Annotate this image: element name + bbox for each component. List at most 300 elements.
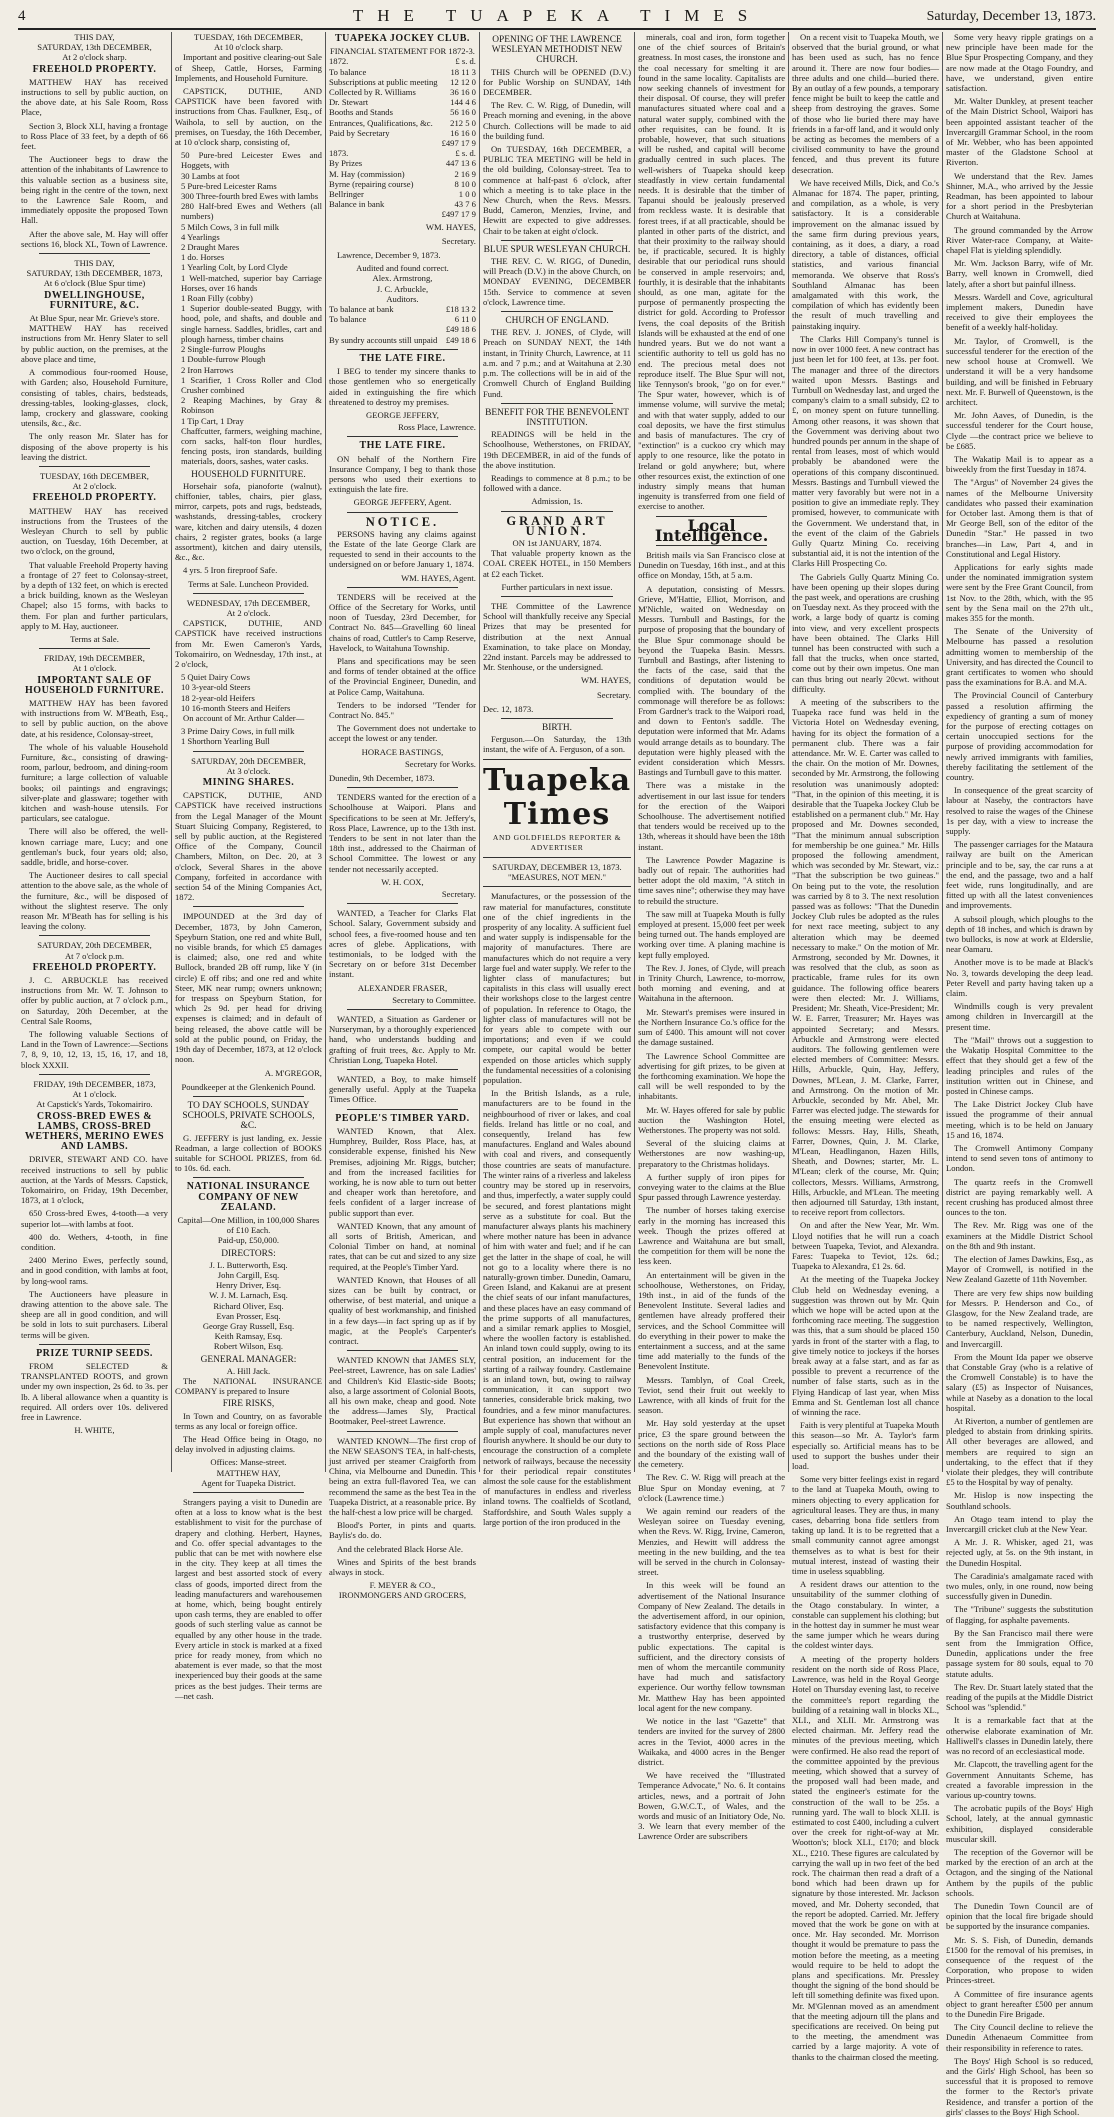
ad-heading: THE LATE FIRE.: [359, 352, 446, 364]
news-item: The Rev. C. W. Rigg will preach at the Blue Spur on Monday evening, at 7 o'clock (Lawrence time.): [638, 1472, 786, 1503]
page-number: 4: [18, 8, 26, 24]
list-item: 2 Iron Harrows: [180, 364, 234, 375]
news-item: Mr. Walter Dunkley, at present teacher of the Main District School, Waipori has been appointed assistant teacher of the Invercargill Grammar School, in the room of Mr. Webber, who has been appointed master of the Gladstone School at Riverton.: [946, 96, 1094, 168]
issue-date: Saturday, December 13, 1873.: [926, 9, 1096, 24]
news-item: A Mr. J. R. Whisker, aged 21, was rejected ugly, at 5s. on the 9th instant, in the Dunedin Hospital.: [946, 1537, 1094, 1568]
ad-text: Admission, 1s.: [531, 496, 583, 507]
news-item: A Committee of fire insurance agents object to grant hereafter £500 per annum to the Dunedin Fire Brigade.: [946, 1988, 1094, 2019]
ad-text: Horsehair sofa, pianoforte (walnut), chiffonier, tables, chairs, pier glass, mirror, carpets, pots and rugs, bedsteads, washstands, dressing-tables, crockery ware, kitchen and dairy utensils, 4 dozen chairs, 2 register grates, books (a large assortment), kitchen and dairy utensils, &c., &c.: [174, 480, 322, 563]
divider: [347, 1069, 458, 1070]
news-item: The Lawrence School Committee are advertising for gift prizes, to be given at the forthcoming examination. We hope the call will be well responded to by the inhabitants.: [638, 1050, 786, 1102]
account-row: To balance 18 11 3: [328, 66, 476, 77]
divider: [193, 906, 304, 907]
news-item: The City Council decline to relieve the Dunedin Athenaeum Committee from their responsibility in reference to rates.: [946, 2022, 1094, 2053]
ad-time: At 2 o'clock.: [72, 481, 117, 492]
news-item: There are very few ships now building for Messrs. P. Henderson and Co., of Glasgow, for the New Zealand trade, are to be named respectively, Wellington, Canterbury, Auckland, Nelson, Dunedin, and Invercargill.: [946, 1287, 1094, 1349]
ad-text: I BEG to tender my sincere thanks to those gentlemen who so energetically aided in extinguishing the fire which threatened to destroy my premises.: [328, 366, 476, 407]
ad-heading: DWELLINGHOUSE, FURNITURE, &C.: [44, 289, 145, 311]
ad-heading: FREEHOLD PROPERTY.: [32, 63, 157, 75]
divider: [193, 593, 304, 594]
ad-text: The following valuable Sections of Land in the Town of Lawrence:—Sections 7, 8, 9, 10, 12, 13, 15, 16, 17, and 18, block XXXII.: [21, 1029, 168, 1070]
news-item: At Riverton, a number of gentlemen are pledged to abstain from drinking spirits. All other beverages are allowed, and members are required to sign an undertaking, to the effect that if they violate their pledges, they will contribute £5 to the Hospital by way of penalty.: [946, 1416, 1094, 1488]
divider: [347, 1431, 458, 1432]
ad-heading: FREEHOLD PROPERTY.: [32, 492, 157, 504]
ad-text: Further particulars in next issue.: [501, 581, 613, 592]
news-item: The "Mail" throws out a suggestion to the Wakatip Hospital Committee to the effect that they should get a few of the leading principles and rules of the institution written out in Chinese, and posted in Chinese camps.: [946, 1034, 1094, 1096]
list-item: 1 Well-matched, superior bay Carriage Horses, over 16 hands: [180, 272, 322, 293]
ad-text: Lawrence, December 9, 1873.: [336, 250, 441, 261]
ad-heading: FREEHOLD PROPERTY.: [32, 961, 157, 973]
news-item: A meeting of the subscribers to the Tuapeka race fund was held in the Victoria Hotel on Wednesday evening, having for its object the formation of a permanent club. There was a fair attendance. Mr. W. E. Carter was called to the chair. On the motion of Mr. Downes, seconded by Mr. Armstrong, the following resolution was unanimously adopted: "That, in the opinion of this meeting, it is desirable that the Tuapeka Jockey Club be established on a permanent club." Mr. Hay proposed and Mr. Downes seconded, "That the minimum annual subscription for membership be one guinea." Mr. Hills proposed the following amendment, which was seconded by Mr. Stewart, viz.: "That the subscription be two guineas." On being put to the vote, the resolution was carried by 8 to 3. The next resolution passed was as follows: "That the Dunedin Jockey Club rules be adopted as the rules for next race meeting, subject to any alteration which may be deemed necessary to make." On the motion of Mr. Armstrong, seconded by Mr. Downes, it was resolved that the club, as soon as practicable, frame rules for its own guidance. The following office bearers were then elected: Mr. J. Williams, President; Mr. Sheath, Vice-President; Mr. W. E. Farrer, Treasurer; Mr. Hayes was appointed Secretary; and Messrs. Arbuckle and Armstrong were elected auditors. The following gentlemen were elected members of Committee: Messrs. Hills, Arbuckle, Quin, Hay, Jeffery, Downes, M'Lean, J. M. Clarke, Farrer, and Armstrong. On the motion of Mr. Arbuckle, seconded by Mr. Abel, Mr. Farrer was elected judge. The stewards for the ensuing meeting were elected as follows: Messrs. Hay, Hills, Sheath, Farrer, Downes, Quin, J. M. Clarke, M'Lean, Headlinganon, Hazen Hills, Sheath, and Downes; starter, Mr. L. M'Lean; clerk of the course, Mr. Quin; collectors, Messrs. Williams, Armstrong, Hills, Arbuckle, and M'Lean. The meeting then adjourned till Saturday, 13th instant, to receive report from collectors.: [792, 697, 940, 1218]
ad-text: A commodious four-roomed House, with Garden; also, Household Furniture, consisting of tables, chairs, bedsteads, dressing-tables, looking-glasses, clock, lamp, crockery and glassware, cooking utensils, &c., &c.: [21, 367, 168, 429]
ad-heading: CROSS-BRED EWES & LAMBS, CROSS-BRED WETHERS, MERINO EWES AND LAMBS.: [24, 1110, 165, 1153]
director-name: Keith Ramsay, Esq.: [214, 1331, 283, 1342]
news-item: Mr. S. S. Fish, of Dunedin, demands £1500 for the removal of his premises, in consequence of the request of the Corporation, who propose to widen Princes-street.: [946, 1934, 1094, 1986]
columns: [18, 32, 1096, 2117]
ad-subheading: DIRECTORS:: [221, 1248, 276, 1259]
news-item: The "Tribune" suggests the substitution of flagging, for asphalte pavements.: [946, 1604, 1094, 1625]
list-item: 5 Quiet Dairy Cows: [180, 672, 250, 683]
news-item: The Rev. Mr. Rigg was one of the examiners at the Middle District School on the 8th and 9th instant.: [946, 1220, 1094, 1251]
account-total: £497 17 9: [441, 138, 476, 149]
editorial-date: SATURDAY, DECEMBER 13, 1873.: [492, 862, 622, 872]
news-item: The quartz reefs in the Cromwell district are paying remarkably well. A recent crushing has produced almost three ounces to the ton.: [946, 1176, 1094, 1218]
ad-date: Dec. 12, 1873.: [482, 703, 534, 714]
ad-heading: MINING SHARES.: [202, 777, 295, 789]
ad-date: SATURDAY, 13th DECEMBER,: [37, 42, 152, 53]
account-row: Entrances, Qualifications, &c. 212 5 0: [328, 117, 476, 128]
ad-heading: NOTICE.: [365, 514, 440, 529]
list-item: 1 Roan Filly (cobby): [180, 293, 253, 304]
ad-signature-title: Secretary.: [597, 689, 632, 700]
list-item: 30 Lambs at foot: [180, 170, 240, 181]
divider: [501, 240, 613, 241]
list-item: 1 Shorthorn Yearling Bull: [180, 736, 270, 747]
ad-text: Plans and specifications may be seen and forms of tender obtained at the office of the Provincial Engineer, Dunedin, and at Police Camp, Waitahuna.: [328, 655, 476, 697]
ad-text: Offices: Manse-street.: [210, 1457, 287, 1468]
news-item: The Gabriels Gully Quartz Mining Co. have been opening up their slopes during the past week, and operations are crushing on Tuesday next. As they proceed with the work, a large body of quartz is coming into view, and very excellent prospects have been obtained. The Clarks Hill tunnel has been constructed with such a fall that the trucks, when once started, come out by their own impetus. One man can thus bring out nearly 20cwt. without difficulty.: [792, 571, 940, 694]
divider: [193, 1096, 304, 1097]
news-item: The reception of the Governor will be marked by the erection of an arch at the Octagon, and the singing of the National Anthem by the pupils of the public schools.: [946, 1846, 1094, 1898]
ad-heading: TO DAY SCHOOLS, SUNDAY SCHOOLS, PRIVATE SCHOOLS, &C.: [182, 1100, 315, 1132]
divider: [39, 253, 150, 254]
director-name: Richard Oliver, Esq.: [213, 1300, 284, 1311]
ad-text: 4 yrs. 5 Iron fireproof Safe.: [182, 565, 278, 576]
news-item: Another move is to be made at Black's No. 3, towards developing the deep lead. Peter Revell and party having taken up a claim.: [946, 957, 1094, 999]
ad-text: 400 do. Wethers, 4-tooth, in fine condition.: [21, 1231, 168, 1252]
ad-text: WANTED, a Boy, to make himself generally useful. Apply at the Tuapeka Times Office.: [328, 1074, 476, 1105]
news-item: Mr. John Aaves, of Dunedin, is the successful tenderer for the Court house, Clyde —the contract price we believe to be £685.: [946, 410, 1094, 451]
news-item: It is a remarkable fact that at the otherwise elaborate examination of Mr. Halliwell's classes in Dunedin lately, there was no record of an ecclesiastical mode.: [946, 1715, 1094, 1757]
director-name: Henry Driver, Esq.: [215, 1280, 281, 1291]
ad-date: SATURDAY, 13th DECEMBER, 1873,: [26, 268, 163, 279]
ad-signature: WM. HAYES,: [581, 675, 632, 686]
ad-text: CAPSTICK, DUTHIE, AND CAPSTICK have received instructions from Mr. Ewen Cameron's Yards, Tokomairiro, on Wednesday, 17th inst., at 2 o'clock,: [174, 618, 322, 669]
news-item: The Rev. J. Jones, of Clyde, will preach in Trinity Church, Lawrence, to-morrow, both morning and evening, and at Waitahuna in the afternoon.: [638, 962, 786, 1004]
account-row: Bellringer 1 0 0: [328, 189, 476, 200]
news-item: The Senate of the University of Melbourne has passed a resolution admitting women to membership of the University, and has directed the Council to grant certificates to women who should pass the examinations for B.A. and M.A.: [946, 626, 1094, 688]
ad-heading: TUAPEKA JOCKEY CLUB.: [335, 33, 470, 44]
divider: [39, 1074, 150, 1075]
list-item: 5 Milch Cows, 3 in full milk: [180, 221, 280, 232]
ad-time: At 7 o'clock p.m.: [64, 950, 125, 961]
director-name: John Cargill, Esq.: [217, 1269, 280, 1280]
ad-text: MATTHEW HAY has been favored with instructions from W. M'Beath, Esq., to sell by public auction, on the above date, at his residence, Colonsay-street,: [21, 697, 168, 739]
news-item: The "Argus" of November 24 gives the names of the Melbourne University candidates who passed their examination for October last. Among them is that of Mr George Bell, son of the editor of the Dunedin "Star." He passed in two branches—in Law, Part 4, and in Constitutional and Legal History.: [946, 477, 1094, 559]
account-total: £49 18 6: [445, 324, 476, 335]
ad-signature: W. H. COX,: [381, 876, 424, 887]
ad-text: The Auctioneer begs to draw the attention of the inhabitants of Lawrence to this valuable section as a business site, being right in the centre of the town, next to the Lawrence Sale Room, and immediately opposite the proposed Town Hall.: [21, 154, 168, 226]
list-item: 10 16-month Steers and Heifers: [180, 702, 291, 713]
list-item: 280 Half-bred Ewes and Wethers (all numbers): [180, 201, 322, 222]
ad-signature: MATTHEW HAY,: [216, 1467, 281, 1478]
ad-date: WEDNESDAY, 17th DECEMBER,: [186, 597, 311, 608]
section-title: Local Intelligence.: [654, 515, 769, 545]
divider: [347, 512, 458, 513]
list-item: 4 Yearlings: [180, 231, 220, 242]
ad-text: G. JEFFERY is just landing, ex. Jessie Readman, a large collection of BOOKS suitable for SCHOOL PRIZES, from 6d. to 10s. 6d. each.: [174, 1132, 322, 1174]
account-row: Collected by R. Williams 36 16 0: [328, 87, 476, 98]
ad-heading: THE LATE FIRE.: [359, 440, 446, 452]
news-item: Faith is very plentiful at Tuapeka Mouth this season—so Mr. A. Taylor's farm especially so. Artificial means has to be used to support the bushes under their load.: [792, 1420, 940, 1472]
ad-heading: HOUSEHOLD FURNITURE.: [191, 469, 306, 480]
divider: [193, 1492, 304, 1493]
account-row: By sundry accounts still unpaid £49 18 6: [328, 334, 476, 345]
divider: [39, 935, 150, 936]
news-item: The ground commanded by the Arrow River Water-race Company, at Waite-chapel Flat is yielding splendidly.: [946, 224, 1094, 256]
ad-text: Important and positive clearing-out Sale of Sheep, Cattle, Horses, Farming Implements, and Household Furniture.: [174, 52, 322, 83]
ad-heading: NATIONAL INSURANCE COMPANY OF NEW ZEALAND.: [186, 1181, 311, 1213]
news-item: The Rev. Dr. Stuart lately stated that the reading of the pupils at the Middle District School was "splendid.": [946, 1681, 1094, 1713]
ad-heading: CHURCH OF ENGLAND.: [505, 316, 609, 327]
news-item: The Wakatip Mail is to appear as a biweekly from the first Tuesday in 1874.: [946, 453, 1094, 475]
ad-terms: Terms at Sale.: [70, 633, 119, 644]
ad-time: At 1 o'clock.: [72, 663, 117, 674]
ad-text: Capital—One Million, in 100,000 Shares of £10 Each.: [177, 1214, 320, 1236]
list-item: 1 Double-furrow Plough: [180, 354, 266, 365]
ad-text: DRIVER, STEWART AND CO. have received instructions to sell by public auction, at the Yards of Messrs. Capstick, Tokomairiro, on Friday, 19th December, 1873, at 1 o'clock,: [21, 1154, 168, 1206]
director-name: W. J. M. Larnach, Esq.: [209, 1290, 288, 1301]
account-row: To balance 6 11 0: [328, 314, 476, 325]
auditor-label: Auditors.: [386, 293, 419, 304]
list-item: 300 Three-fourth bred Ewes with lambs: [180, 191, 319, 202]
news-item: We have received the "Illustrated Temperance Advocate," No. 6. It contains articles, news, and a portrait of John Bowen, G.W.C.T., of Wales, and the words and music of an Initiatory Ode, No. 3. We learn that every member of the Lawrence Order are subscribers: [638, 1770, 786, 1842]
column-3: [326, 32, 480, 1601]
birth-heading: BIRTH.: [542, 722, 572, 733]
news-item: The Boys' High School is so reduced, and the Girls' High School, has been so successful that it is proposed to remove the former to the Rector's private Residence, and transfer a portion of the girls' classes to the Boys' High School.: [946, 2055, 1094, 2117]
news-item: Messrs. Tamblyn, of Coal Creek, Teviot, send their fruit out weekly to Lawrence, with all kinds of fruit for the season.: [638, 1374, 786, 1416]
ad-text: On account of Mr. Arthur Calder—: [182, 713, 305, 723]
divider: [501, 596, 613, 597]
ad-signature: HORACE BASTINGS,: [361, 746, 444, 757]
ad-text: The NATIONAL INSURANCE COMPANY is prepared to Insure: [174, 1375, 322, 1397]
ad-signature-title: Secretary.: [441, 889, 476, 900]
divider: [347, 349, 458, 350]
ad-text: The Head Office being in Otago, no delay involved in adjusting claims.: [174, 1434, 322, 1455]
divider: [39, 648, 150, 649]
editorial-title: Tuapeka Times: [482, 762, 632, 832]
editorial-text: Manufactures, or the possession of the raw material for manufactures, constitute one of the chief ingredients in the prosperity of any locality. A sufficient fuel and water supply is indispensable for the majority of manufactures. There are manufactures which do not require a very large fuel and water supply. We refer to the lighter class of manufactures; but capitalists in this class will usually erect their workshops close to the largest centre of population. In reference to Otago, the lighter class of manufactures will not be for years able to compete with our importations; and even if we could compete, our capital would be better expended on those articles which supply the fundamental necessities of a colonising population.: [482, 891, 632, 1086]
list-item: 2 Single-furrow Ploughs: [180, 344, 266, 355]
divider: [501, 311, 613, 312]
news-item: The Dunedin Town Council are of opinion that the local fire brigade should be supported by the insurance companies.: [946, 1900, 1094, 1932]
news-item: The election of James Dawkins, Esq., as Mayor of Cromwell, is notified in the New Zealand Gazette of 11th November.: [946, 1253, 1094, 1285]
ad-signature-title: Secretary for Works.: [404, 758, 476, 769]
news-item: Messrs. Wardell and Cove, agricultural implement makers, Dunedin have received to give their employees the benefit of a weekly half-holiday.: [946, 291, 1094, 333]
auditor-name: Alex. Armstrong,: [372, 273, 433, 284]
news-item: The Clarks Hill Company's tunnel is now in over 1000 feet. A new contract has just been let for 100 feet, at 13s. per foot. The manager and three of the directors waited upon Messrs. Bastings and Turnbull on Wednesday last, and urged the company's claim to a small subsidy, £2 to £, on money spent on future tunnelling. Among other reasons, it was shown that the Government was deriving about two hundred pounds per annum in the shape of rental from leases, most of which would probably be abandoned were the operations of this company discontinued. Messrs. Bastings and Turnbull viewed the matter very favorably but were not in a position to give an immediate reply. They promised, however, to communicate with the Government. We understand that, in the event of the claim of the Gabriels Gully Quartz Mining Co. receiving substantial aid, it is not the intention of the Clarks Hill Prospecting Co.: [792, 333, 940, 569]
editorial-motto: "MEASURES, NOT MEN.": [507, 872, 607, 883]
item-list: [175, 672, 322, 713]
column-4: [480, 32, 635, 1527]
ad-text: That valuable property known as the COAL CREEK HOTEL, in 150 Members at £2 each Ticket.: [482, 548, 632, 579]
ad-text: MATTHEW HAY has received instructions from Mr. Henry Slater to sell by public auction, on the premises, at the above place and time,: [21, 323, 168, 364]
news-item: We understand that the Rev. James Shinner, M.A., who arrived by the Jessie Readman, has been appointed to labour for a short period in the Presbyterian Church at Waitahuna.: [946, 170, 1094, 222]
ad-signature: ALEXANDER FRASER,: [357, 982, 448, 993]
divider: [347, 587, 458, 588]
divider: [483, 857, 631, 858]
news-item: British mails via San Francisco close at Dunedin on Tuesday, 16th inst., and at this office on Monday, 15th, at 5 a.m.: [638, 549, 786, 581]
news-item: From the Mount Ida paper we observe that Constable Gray (who is a relative of the Cromwell Constable) is to have the salary (£5) as Inspector of Nuisances, while at Naseby as a donation to the local hospital.: [946, 1351, 1094, 1413]
manager-name: A. Hill Jack.: [226, 1365, 271, 1376]
editorial-subtitle: AND GOLDFIELDS REPORTER & ADVERTISER: [492, 832, 622, 852]
ad-text: Tenders to be indorsed "Tender for Contract No. 845.": [328, 699, 476, 720]
divider: [347, 436, 458, 437]
news-item: Mr. W. Hayes offered for sale by public auction the Washington Hotel, Wetherstones. The property was not sold.: [638, 1104, 786, 1135]
ad-text: Blood's Porter, in pints and quarts. Baylis's do. do.: [328, 1520, 476, 1541]
column-2: [172, 32, 326, 1701]
ad-text: After the above sale, M. Hay will offer sections 16, block XL, Town of Lawrence.: [21, 228, 168, 249]
news-item: In this week will be found an advertisement of the National Insurance Company of New Zealand. The details in the advertisement afford, in our opinion, satisfactory evidence that this company is a trustworthy enterprise, deserved by public expectations. The capital is sufficient, and the directory consists of men of whom the mercantile community have had much and satisfactory experience. Our worthy fellow townsman Mr. Matthew Hay has been appointed local agent for the new company.: [638, 1580, 786, 1713]
item-list: [175, 726, 322, 746]
editorial-text: In the British Islands, as a rule, manufacturers are to be found in the neighbourhood of river or lakes, and coal fields. Ireland has little or no coal, and consequently, Ireland has few manufactures. England and Wales abound with coal and rivers, and consequently those countries are seats of manufacture. The winter rains of a riverless and lakeless country may be stored up in reservoirs, and thus, imperfectly, a water supply could be secured, and forest plantations might serve as a substitute for coal. But the manufacturer always plants his machinery where mother nature has been in advance of him with water and fuel; and if he can get the latter in the shape of coal, he will not go to a locality where there is no naturally-grown timber. Dunedin, Oamaru, Green Island, and Kakanui are at present the chief seats of our infant manufactures, and these places have an easy command of the prime supports of all manufactures, and a similar remark applies to Mosgiel, where the woollen factory is established. An inland town could supply, owing to its central position, an inducement for the starting of a railway foundry. Castlemaine is an inland town, but, owing to railway communication, it can support two tanneries, considerable brick making, two foundries, and a few minor manufactures. But experience has shown that without an ample supply of coal, manufactures never flourish anywhere. It should be our duty to encourage the construction of a complete network of railways, because the necessity for their periodical repair constitutes almost the sole cause for the establishment of manufactures in endless and riverless inland towns. The coalfields of Scotland, Staffordshire, and South Wales supply a large portion of the iron produced in the: [482, 1088, 632, 1527]
ad-text: WANTED Known, that Houses of all sizes can be built by contract, or otherwise, of best material, and unique a quality of best workmanship, and finished in a few days—in fact spring up as if by magic, at the People's Carpenter's contract.: [328, 1274, 476, 1346]
list-item: 2 Draught Mares: [180, 242, 240, 253]
news-item: Some very heavy ripple gratings on a new principle have been made for the Blue Spur Prospecting Company, and they are now made at the Otago Foundry, and have, we understand, given entire satisfaction.: [946, 32, 1094, 94]
list-item: Chaffcutter, farmers, weighing machine, corn sacks, half-ton flour hurdles, fencing posts, iron standards, building materials, doors, sashes, water casks.: [180, 425, 322, 467]
ad-text: IMPOUNDED at the 3rd day of December, 1873, by John Cameron, Speyburn Station, one red and white Bull, no visible brands, for which £5 damages is claimed; also, one red and white Bullock, branded 2B off rump, like Y (in circle) E off ribs; and one red and white Steer, MK near rump; owners unknown; for trespass on Speyburn Station, for which 2s 9d. per head for driving expenses is claimed; and in default of being released, the above cattle will be sold at the public pound, on Friday, the 19th day of December, 1873, at 12 o'clock noon.: [174, 911, 322, 1065]
ad-text: WANTED, a Teacher for Clarks Flat School. Salary, Government subsidy and school fees, a five-roomed house and ten acres of glebe. Applications, with testimonials, to be lodged with the Secretary on or before 31st December instant.: [328, 908, 476, 980]
ad-text: FROM SELECTED & TRANSPLANTED ROOTS, and grown under my own inspection, 2s 6d. to 3s. per lb. A liberal allowance when a quantity is required. All orders over 10s. delivered free in Lawrence.: [21, 1360, 168, 1422]
ad-text: Readings to commence at 8 p.m.; to be followed with a dance.: [482, 472, 632, 494]
divider: [347, 787, 458, 788]
ad-text: 650 Cross-bred Ewes, 4-tooth—a very superior lot—with lambs at foot.: [21, 1208, 168, 1229]
account-row: Paid by Secretary 16 16 0: [328, 127, 476, 138]
ad-signature: A. M'GREGOR,: [264, 1067, 322, 1078]
ad-date: THIS DAY,: [74, 32, 115, 42]
news-item: On and after the New Year, Mr. Wm. Lloyd notifies that he will run a coach between Tuapeka, Teviot, and Alexandra. Fares: Tuapeka to Teviot, 12s. 6d.; Tuapeka to Alexandra, £1 2s. 6d.: [792, 1220, 940, 1272]
news-item: Mr. Wm. Jackson Barry, wife of Mr. Barry, well known in Cromwell, died lately, after a short but painful illness.: [946, 258, 1094, 289]
list-item: 18 2-year-old Heifers: [180, 692, 255, 703]
column-7: [943, 32, 1096, 2117]
news-item: In consequence of the great scarcity of labour at Naseby, the contractors have resolved to raise the wages of the Chinese 1s per day, with a view to increase the supply.: [946, 785, 1094, 837]
ad-text: WANTED, a Situation as Gardener or Nurseryman, by a thoroughly experienced hand, who understands budding and grafting of fruit trees, &c. Apply to Mr. Christian Long, Tuapeka Hotel.: [328, 1014, 476, 1065]
ad-text: READINGS will be held in the Schoolhouse, Wetherstones, on FRIDAY, 19th DECEMBER, in aid of the funds of the above institution.: [482, 429, 632, 470]
ad-text: MATTHEW HAY has received instructions to sell by public auction, on the above date, at his Sale Room, Ross Place,: [21, 76, 168, 118]
divider: [347, 1009, 458, 1010]
ad-text: TENDERS will be received at the Office of the Secretary for Works, until noon of Tuesday, 23rd December, for Contract No. 845—Gravelling 60 lineal chains of road, Cuttler's to Camp Reserve, Havelock, to Waitahuna Township.: [328, 591, 476, 653]
divider: [501, 511, 613, 512]
ad-text: Audited and found correct.: [356, 263, 449, 274]
account-row: Balance in bank 43 7 6: [328, 199, 476, 210]
ad-terms: Terms at Sale. Luncheon Provided.: [188, 578, 309, 589]
divider: [501, 403, 613, 404]
ad-text: On TUESDAY, 16th DECEMBER, a PUBLIC TEA MEETING will be held in the old building, Colonsay-street. Tea to commence at half-past 6 o'clock, after which a meeting is to take place in the New Church, when the Revs. Messrs. Budd, Cameron, Menzies, Irvine, and Hewitt are expected to give addresses. Chair to be taken at eight o'clock.: [482, 144, 632, 236]
account-row: Booths and Stands 56 16 0: [328, 107, 476, 118]
item-list: [175, 150, 322, 466]
ad-text: THE Committee of the Lawrence School will thankfully receive any Special Prizes that may be presented for distribution at the next Annual Examination, to take place on Monday, 22nd instant. Parcels may be addressed to Mr. Stenhouse, or the undersigned.: [482, 600, 632, 673]
ad-text: And the celebrated Black Horse Ale.: [336, 1543, 463, 1554]
newspaper-title: THE TUAPEKA TIMES: [352, 6, 762, 25]
news-item: At the meeting of the Tuapeka Jockey Club held on Wednesday evening, a suggestion was thrown out by Mr. Quin which we hope will be acted upon at the forthcoming race meeting. The suggestion was this, that a sum should be placed 150 yards in front of the starter with a flag, to give timely notice to jockeys if the horses break away at a false start, and as far as possible to prevent a recurrence of the number of false starts, such as in the Flying Handicap of last year, when Miss Emma and St. Gentleman lost all chance of winning the race.: [792, 1274, 940, 1418]
ad-time: At 3 o'clock.: [226, 765, 271, 776]
news-item: The Lake District Jockey Club have issued the programme of their annual meeting, which is to be held on January 15 and 16, 1874.: [946, 1099, 1094, 1140]
ad-heading: PRIZE TURNIP SEEDS.: [36, 1347, 153, 1359]
ad-signature-title: Secretary.: [441, 235, 476, 246]
list-item: 1 Yearling Colt, by Lord Clyde: [180, 262, 288, 273]
ad-text: Strangers paying a visit to Dunedin are often at a loss to know what is the best establishment to visit for the purchase of drapery and clothing. Herbert, Haynes, and Co. offer special advantages to the public that can be met with nowhere else in the city. They keep at all times the largest and best assorted stock of every class of goods, imported direct from the leading manufacturers and warehousemen at home, which, being bought entirely upon cash terms, they are enabled to offer goods of such sterling value as cannot be equalled by any other house in the trade. Every article in stock is marked at a fixed price for ready money, from which no abatement is ever made, so that the most inexperienced buy their goods at the same prices as the best judges. Their terms are—net cash.: [174, 1497, 322, 1701]
ad-date: TUESDAY, 16th DECEMBER,: [40, 470, 149, 481]
ad-text: The whole of his valuable Household Furniture, &c., consisting of drawing-room, parlour, bedroom, and dining-room furniture; a large collection of valuable books; oil paintings and engravings; silver-plate and glassware; together with kitchen and wash-house utensils. For particulars, see catalogue.: [21, 741, 168, 824]
news-item: The number of horses taking exercise early in the morning has increased this week. Though the prizes offered at Lawrence and Waitahuna are but small, the competition for them will be none the less keen.: [638, 1205, 786, 1267]
news-item: The Provincial Council of Canterbury passed a resolution affirming the expediency of granting a sum of money for the purpose of erecting cottages on certain unoccupied sections for the purpose of providing accommodation for newly arrived immigrants with families, thereby facilitating the settlement of the country.: [946, 690, 1094, 783]
ad-time: At 10 o'clock sharp.: [214, 42, 283, 53]
divider: [39, 1344, 150, 1345]
ad-text: Wines and Spirits of the best brands always in stock.: [328, 1556, 476, 1578]
account-table: [329, 304, 476, 345]
divider: [483, 759, 631, 760]
ad-heading: PEOPLE'S TIMBER YARD.: [335, 1112, 470, 1124]
news-item: Mr. Hislop is now inspecting the Southland schools.: [946, 1490, 1094, 1511]
list-item: 1 Tip Cart, 1 Dray: [180, 415, 244, 426]
auditor-name: J. C. Arbuckle,: [376, 283, 429, 294]
column-1: [18, 32, 172, 1472]
news-item: A subsoil plough, which ploughs to the depth of 18 inches, and which is drawn by two bullocks, is now at work at Elderslie, near Oamaru.: [946, 913, 1094, 955]
news-item: Several of the sluicing claims at Wetherstones are now washing-up, preparatory to the Christmas holidays.: [638, 1138, 786, 1169]
ad-time: At 2 o'clock.: [226, 607, 271, 618]
news-item: A deputation, consisting of Messrs. Grieve, M'Hattie, Elliot, Morrison, and M'Nichle, waited on Wednesday on Messrs. Turnbull and Bastings, for the purpose of proposing that the boundary of the Blue Spur commonage should be beyond the Tuapeka Basin. Messrs. Turnbull and Bastings, after listening to the facts of the case, said that the conditions of deputation would be complied with. The boundary of the commonage will therefore be as follows: From Gardner's track to the Waipori road, and down to Fenton's saddle. The deputation were informed that Mr. Adams would arrange details as to boundary. The deputation were highly pleased with the evident consideration which Messrs. Bastings and Turnbull gave to this matter.: [638, 583, 786, 778]
ad-subheading: FINANCIAL STATEMENT FOR 1872-3.: [329, 46, 475, 57]
ad-text: CAPSTICK, DUTHIE, AND CAPSTICK have received instructions from the Legal Manager of the Mount Stuart Sluicing Company, Registered, to sell by public auction, at the Registered Office of the Company, Council Chambers, Milton, on Dec. 20, at 3 o'clock, Several Shares in the above Company, forfeited in accordance with section 54 of the Mining Companies Act, 1872.: [174, 790, 322, 903]
ad-text: The Government does not undertake to accept the lowest or any tender.: [328, 723, 476, 744]
ad-text: That valuable Freehold Property having a frontage of 27 feet to Colonsay-street, by a depth of 132 feet, on which is erected a brick building, known as the Wesleyan Chapel; also 15 forms, with backs to them. For plan and further particulars, apply to M. Hay, auctioneer.: [21, 559, 168, 631]
divider: [347, 1109, 458, 1110]
ad-text: CAPSTICK, DUTHIE, AND CAPSTICK have been favored with instructions from Chas. Faulkner, Esq., of Waihola, to sell by auction, on the premises, on Tuesday, the 16th December, at 10 o'clock sharp, consisting of,: [174, 86, 322, 148]
ad-heading: GRAND ART UNION.: [506, 513, 608, 538]
ad-text: TENDERS wanted for the erection of a Schoolhouse at Waipori. Plans and Specifications to be seen at Mr. Jeffery's, Ross Place, Lawrence, up to the 13th inst. Tenders to be sent in not later than the 18th inst., addressed to the Chairman of School Committee. The lowest or any tender not necessarily accepted.: [328, 792, 476, 874]
ad-signature-title: Secretary to Committee.: [392, 994, 476, 1005]
ad-heading: BLUE SPUR WESLEYAN CHURCH.: [483, 244, 631, 255]
list-item: 1 do. Horses: [180, 252, 225, 263]
news-item: Some very bitter feelings exist in regard to the land at Tuapeka Mouth, owing to miners objecting to every application for agricultural leases. They are thus, in many cases, debarring bona fide settlers from taking up land. It is to be regretted that a small community cannot agree amongst themselves as to what is best for their mutual interest, instead of wasting their time in useless squabbling.: [792, 1474, 940, 1577]
account-table: [329, 56, 476, 219]
divider: [193, 1177, 304, 1178]
news-item: By the San Francisco mail there were sent from the Immigration Office, Dunedin, applications under the free passage system for 80 souls, equal to 70 statute adults.: [946, 1627, 1094, 1679]
director-name: Robert Wilson, Esq.: [213, 1341, 284, 1352]
list-item: 50 Pure-bred Leicester Ewes and Hoggets, with: [180, 150, 322, 171]
ad-signature-title: Agent for Tuapeka District.: [201, 1477, 296, 1488]
editorial-text: minerals, coal and iron, form together one of the chief sources of Britain's greatness. In most cases, the ironstone and the coal necessary for smelting it are found in the same locality. Capitalists are now seeking channels of investment for their disposal. Of course, they will prefer manufactures situated where coal and a natural water supply, combined with the other requisites, can be found. It is probable, however, that such situations will be rushed, and capital will become gradually centred in such places. The well-wishers of Tuapeka should keep steadfastly in view certain fundamental needs. It is desirable that the timber of Tapanui should be jealously preserved from reckless waste. It is desirable that forest trees, if at all practicable, should be planted in other parts of the district, and that their proximity to the railway should be, if practicable, secured. It is highly desirable that our periodical runs should be conserved in ample reservoirs; and, fourthly, it is desirable that the inhabitants should, as one man, agitate for the purpose of permanently prospecting the district for gold. According to Professor Ivens, the coal deposits of the British Islands will be exhausted at the end of one hundred years. But we do not want a scientific authority to tell us gold has no end. The precious metal does not reproduce itself. The Blue Spur will not, like Tennyson's brook, "go on for ever." The Spur water, however, which is of immense volume, will survive the metal; and with that water supply, added to our coal deposits, we have the first stimulus and basis of manufactures. The cry of "extinction" is a cuckoo cry which may apply to one resource, like the potato in Ireland or gold anywhere; but, where other resources exist, the extinction of one industry simply means that human ingenuity is transferred from one field of exercise to another.: [638, 32, 786, 512]
account-row: Dr. Stewart 144 4 6: [328, 97, 476, 108]
list-item: 10 3-year-old Steers: [180, 682, 251, 693]
news-item: A meeting of the property holders resident on the north side of Ross Place, Lawrence, was held in the Royal George Hotel on Thursday evening last, to receive the committee's report regarding the building of a retaining wall in blocks XL., XLI., and XLII. Mr. Armstrong was elected chairman. Mr. Jeffery read the minutes of the previous meeting, which were confirmed. He also read the report of the committee appointed by the previous meeting, which showed that a survey of the proposed wall had been made, and stated the engineer's estimate for the construction of the wall to be 25s. a running yard. The wall to block XLII. is estimated to cost £400, including a culvert over the creek for right-of-way at Mr. Wootton's; block XLI., £170; and block XL., £210. These figures are calculated by carrying the wall up in two feet of the bed rock. The chairman then read a draft of a bond which had been drawn up for signature by those interested. Mr. Jackson moved, and Mr. Doherty seconded, that the report be adopted. Carried. Mr. Jeffery moved that the work be gone on with at once. Mr. Hay seconded. Mr. Morrison thought it would be premature to pass the motion before the meeting, as a meeting would require to be held to adopt the plans and specifications. Mr. Pressley thought the signing of the bond should be left till something definite was fixed upon. Mr. M'Glennan moved as an amendment that the meeting adjourn till the plans and specifications are received. On being put to the meeting, the amendment was carried by a large majority. A vote of thanks to the chairman closed the meeting.: [792, 1653, 940, 2062]
ad-date: FRIDAY, 19th DECEMBER, 1873,: [33, 1078, 156, 1089]
list-item: 5 Pure-bred Leicester Rams: [180, 180, 277, 191]
ad-subheading: GENERAL MANAGER:: [200, 1354, 297, 1365]
director-name: J. L. Butterworth, Esq.: [209, 1259, 288, 1270]
ad-text: WANTED KNOWN that JAMES SLY, Peel-street, Lawrence, has on sale Ladies' and Children's Kid Elastic-side Boots; also, a large assortment of Colonial Boots, all his own make, cheap and good. Note the address—James Sly, Practical Bootmaker, Peel-street Lawrence.: [328, 1355, 476, 1427]
ad-heading: OPENING OF THE LAWRENCE WESLEYAN METHODIST NEW CHURCH.: [491, 35, 623, 66]
news-item: The passenger carriages for the Mataura railway are built on the American principle and to be, say, the car runs a at the end, and the passage, two and a half feet wide, runs longitudinally, and are fitted up with all the latest conveniences and improvements.: [946, 839, 1094, 911]
ad-text: PERSONS having any claims against the Estate of the late George Clark are requested to send in their accounts to the undersigned on or before January 1, 1874.: [328, 528, 476, 570]
ad-signature: GEORGE JEFFERY,: [366, 409, 439, 420]
ad-text: THE REV. J. JONES, of Clyde, will Preach on SUNDAY NEXT, the 14th instant, in Trinity Church, Lawrence, at 11 a.m. and 7 p.m.; and at Waitahuna at 2.30 p.m. The collections will be in aid of the Cromwell Church of England Building Fund.: [482, 327, 632, 399]
ad-signature-title: IRONMONGERS AND GROCERS,: [338, 1590, 467, 1601]
news-item: The Lawrence Powder Magazine is badly out of repair. The authorities had better adopt the old maxim, "A stitch in time saves nine"; otherwise they may have to rebuild the structure.: [638, 854, 786, 906]
ad-text: WANTED Known, that Alex. Humphrey, Builder, Ross Place, has, at considerable expense, finished his New Premises, adjoining Mr. Riggs, butcher; and from the increased facilities for working, he is now able to turn out better and cheaper work than heretofore, and feels confident of a larger increase of public support than ever.: [328, 1125, 476, 1218]
ad-heading: IMPORTANT SALE OF HOUSEHOLD FURNITURE.: [25, 674, 164, 696]
account-total: £497 17 9: [441, 209, 476, 220]
ad-signature: F. MEYER & CO.,: [369, 1580, 436, 1591]
ad-text: WANTED Known, that any amount of all sorts of British, American, and Colonial Timber on hand, at nominal rates, that can be cut and sized to any size required, at the People's Timber Yard.: [328, 1220, 476, 1272]
ad-heading: BENEFIT FOR THE BENEVOLENT INSTITUTION.: [485, 407, 629, 428]
ad-time: At 1 o'clock.: [72, 1089, 117, 1100]
ad-text: J. C. ARBUCKLE has received instructions from Mr. W. T. Johnson to offer by public auction, at 7 o'clock p.m., on Saturday, 20th December, at the Central Sale Rooms,: [21, 975, 168, 1026]
news-item: Mr. Stewart's premises were insured in the Northern Insurance Co.'s office for the sum of £400. This amount will not cover the damage sustained.: [638, 1006, 786, 1048]
ad-signature: H. WHITE,: [74, 1425, 115, 1436]
ad-text: THE REV. C. W. RIGG, of Dunedin, will Preach (D.V.) in the above Church, on MONDAY EVENING, DECEMBER 15th. Service to commence at seven o'clock, Lawrence time.: [482, 256, 632, 307]
divider: [347, 1350, 458, 1351]
ad-text: Paid-up, £50,000.: [217, 1235, 280, 1246]
news-item: Mr. Taylor, of Cromwell, is the successful tenderer for the erection of the new school house at Cromwell. We understand it will be a very handsome building, and will be finished in February next. Mr. F. Burwell of Queenstown, is the architect.: [946, 335, 1094, 407]
divider: [501, 718, 613, 719]
ad-subheading: FIRE RISKS,: [222, 1399, 275, 1410]
ad-time: At 2 o'clock sharp.: [62, 52, 127, 63]
news-item: Windmills cough is very prevalent among children in Invercargill at the present time.: [946, 1001, 1094, 1032]
news-item: An Otago team intend to play the Invercargill cricket club at the New Year.: [946, 1513, 1094, 1535]
ad-text: MATTHEW HAY has received instructions from the Trustees of the Wesleyan Church to sell by public auction, on Tuesday, 16th December, at two o'clock, on the ground,: [21, 505, 168, 557]
news-item: The saw mill at Tuapeka Mouth is fully employed at present. 15,000 feet per week being turned out. The hands employed are working over time. A planing machine is kept fully employed.: [638, 908, 786, 960]
news-item: The Caradinia's amalgamate raced with two mules, only, in one round, now being successfully given in Dunedin.: [946, 1570, 1094, 1602]
ad-text: Section 3, Block XLI, having a frontage to Ross Place of 33 feet, by a depth of 66 feet.: [21, 120, 168, 152]
news-item: A further supply of iron pipes for conveying water to the claims at the Blue Spur passed through Lawrence yesterday.: [638, 1171, 786, 1203]
list-item: 2 Reaping Machines, by Gray & Robinson: [180, 395, 322, 416]
ad-text: In Town and Country, on as favorable terms as any local or foreign office.: [174, 1410, 322, 1431]
ad-date: THIS DAY,: [74, 258, 115, 269]
news-item: We again remind our readers of the Wesleyan soiree on Tuesday evening, when the Revs. W. Rigg, Irvine, Cameron, Menzies, and Hewitt will address the meeting in the new building, and the tea will be served in the church in Colonsay-street.: [638, 1506, 786, 1578]
ad-text: The Rev. C. W. Rigg, of Dunedin, will Preach morning and evening, in the above Church. Collections will be made to aid the building fund.: [482, 100, 632, 141]
birth-notice: Ferguson.—On Saturday, the 13th instant, the wife of A. Ferguson, of a son.: [482, 734, 632, 755]
news-item: An entertainment will be given in the schoolhouse, Wetherstones, on Friday, 19th inst., in aid of the funds of the Benevolent Institute. Several ladies and gentlemen have already proffered their services, and the School Committee will do everything in their power to make the entertainment a success, and at the same time add materially to the funds of the Benevolent Institute.: [638, 1269, 786, 1372]
account-row: By Prizes 447 13 6: [328, 158, 476, 169]
divider: [347, 903, 458, 904]
ad-date: SATURDAY, 20th DECEMBER,: [191, 755, 306, 766]
divider: [656, 545, 767, 546]
news-item: The acrobatic pupils of the Boys' High School, lately, at the annual gymnastic exhibition, displayed considerable muscular skill.: [946, 1803, 1094, 1844]
ad-signature: WM. HAYES,: [425, 221, 476, 232]
news-item: The Cromwell Antimony Company intend to send seven tons of antimony to London.: [946, 1142, 1094, 1174]
ad-time: At 6 o'clock (Blue Spur time): [43, 278, 146, 289]
director-name: Evan Prosser, Esq.: [216, 1310, 281, 1321]
divider: [193, 751, 304, 752]
masthead: [18, 6, 1096, 30]
divider: [39, 466, 150, 467]
ad-text: WANTED KNOWN—The first crop of the NEW SEASON'S TEA, in half-chests, just arrived per steamer Craigforth from China, via Melbourne and Dunedin. This being an extra full-flavored Tea, we can recommend the same as the best Tea in the Tuapeka District, at a reasonable price. By the half-chest a low price will be charged.: [328, 1435, 476, 1517]
ad-text: The only reason Mr. Slater has for disposing of the above property is his leaving the district.: [21, 431, 168, 462]
ad-text: ON 1st JANUARY, 1874.: [512, 537, 602, 548]
account-row: Subscriptions at public meeting 12 12 0: [328, 76, 476, 87]
ad-location: At Capstick's Yards, Tokomairiro.: [36, 1099, 153, 1110]
